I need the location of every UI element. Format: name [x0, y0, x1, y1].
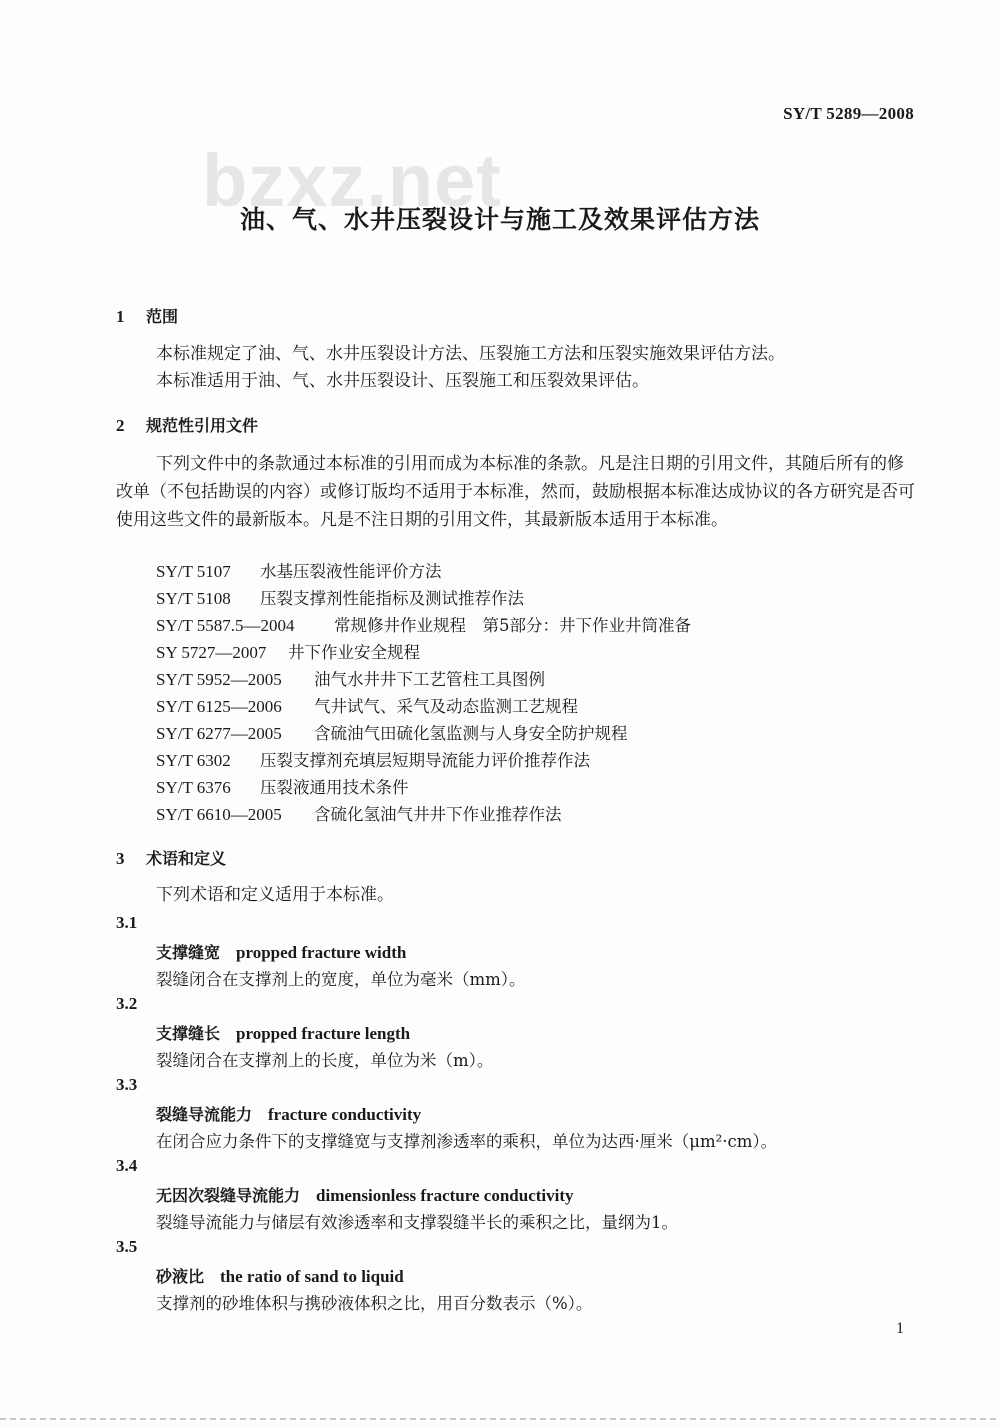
term-definition: 裂缝闭合在支撑剂上的宽度，单位为毫米（mm）。	[156, 970, 526, 989]
reference-item: SY/T 6125—2006 气井试气、采气及动态监测工艺规程	[156, 697, 578, 716]
section-heading-scope	[116, 304, 178, 327]
paragraph: 本标准适用于油、气、水井压裂设计、压裂施工和压裂效果评估。	[156, 371, 649, 391]
section-number: 3	[116, 849, 125, 868]
term-heading: 支撑缝宽 propped fracture width	[156, 943, 407, 962]
page-number: 1	[896, 1320, 904, 1337]
section-number: 2	[116, 416, 125, 435]
paragraph-intro: 下列术语和定义适用于本标准。	[156, 885, 394, 905]
term-number: 3.2	[116, 994, 138, 1013]
term-definition: 裂缝闭合在支撑剂上的长度，单位为米（m）。	[156, 1051, 494, 1070]
section-title: 术语和定义	[146, 849, 227, 868]
term-heading: 裂缝导流能力 fracture conductivity	[156, 1105, 422, 1124]
term-number: 3.5	[116, 1237, 138, 1256]
page-title: 油、气、水井压裂设计与施工及效果评估方法	[239, 205, 760, 234]
paragraph: 本标准规定了油、气、水井压裂设计方法、压裂施工方法和压裂实施效果评估方法。	[156, 344, 785, 364]
reference-item: SY/T 5107 水基压裂液性能评价方法	[156, 562, 442, 581]
reference-item: SY/T 5108 压裂支撑剂性能指标及测试推荐作法	[156, 589, 524, 608]
term-definition: 支撑剂的砂堆体积与携砂液体积之比，用百分数表示（%）。	[156, 1294, 593, 1313]
paragraph-intro: 下列文件中的条款通过本标准的引用而成为本标准的条款。凡是注日期的引用文件，其随后所有的修改单（不包括勘误的内容）或修订版均不适用于本标准，然而，鼓励根据本标准达成协议的各方研究是否可使用这些文件的最新版本。凡是不注日期的引用文件，其最新版本适用于本标准。	[116, 454, 915, 530]
reference-item: SY 5727—2007 井下作业安全规程	[156, 643, 420, 662]
section-title: 规范性引用文件	[146, 416, 259, 435]
term-heading: 支撑缝长 propped fracture length	[156, 1024, 411, 1043]
reference-item: SY/T 6610—2005 含硫化氢油气井井下作业推荐作法	[156, 805, 562, 824]
watermark: bzxz.net	[202, 139, 502, 222]
reference-item: SY/T 6302 压裂支撑剂充填层短期导流能力评价推荐作法	[156, 751, 590, 770]
bottom-divider	[0, 1418, 1000, 1420]
term-number: 3.3	[116, 1075, 138, 1094]
term-number: 3.1	[116, 913, 138, 932]
section-number: 1	[116, 307, 125, 326]
reference-item: SY/T 5587.5—2004 常规修井作业规程 第5部分：井下作业井筒准备	[156, 616, 691, 635]
term-heading: 砂液比 the ratio of sand to liquid	[156, 1267, 404, 1286]
term-number: 3.4	[116, 1156, 138, 1175]
reference-item: SY/T 6376 压裂液通用技术条件	[156, 778, 409, 797]
section-heading-normative-refs	[116, 413, 258, 436]
reference-item: SY/T 6277—2005 含硫油气田硫化氢监测与人身安全防护规程	[156, 724, 628, 743]
term-definition: 裂缝导流能力与储层有效渗透率和支撑裂缝半长的乘积之比，量纲为1。	[156, 1213, 678, 1232]
section-title: 范围	[146, 307, 179, 326]
standard-code: SY/T 5289—2008	[783, 104, 914, 123]
term-heading: 无因次裂缝导流能力 dimensionless fracture conductivity	[156, 1186, 574, 1205]
reference-item: SY/T 5952—2005 油气水井井下工艺管柱工具图例	[156, 670, 545, 689]
section-heading-terms	[116, 846, 226, 869]
term-definition: 在闭合应力条件下的支撑缝宽与支撑剂渗透率的乘积，单位为达西·厘米（μm²·cm）。	[156, 1132, 778, 1151]
